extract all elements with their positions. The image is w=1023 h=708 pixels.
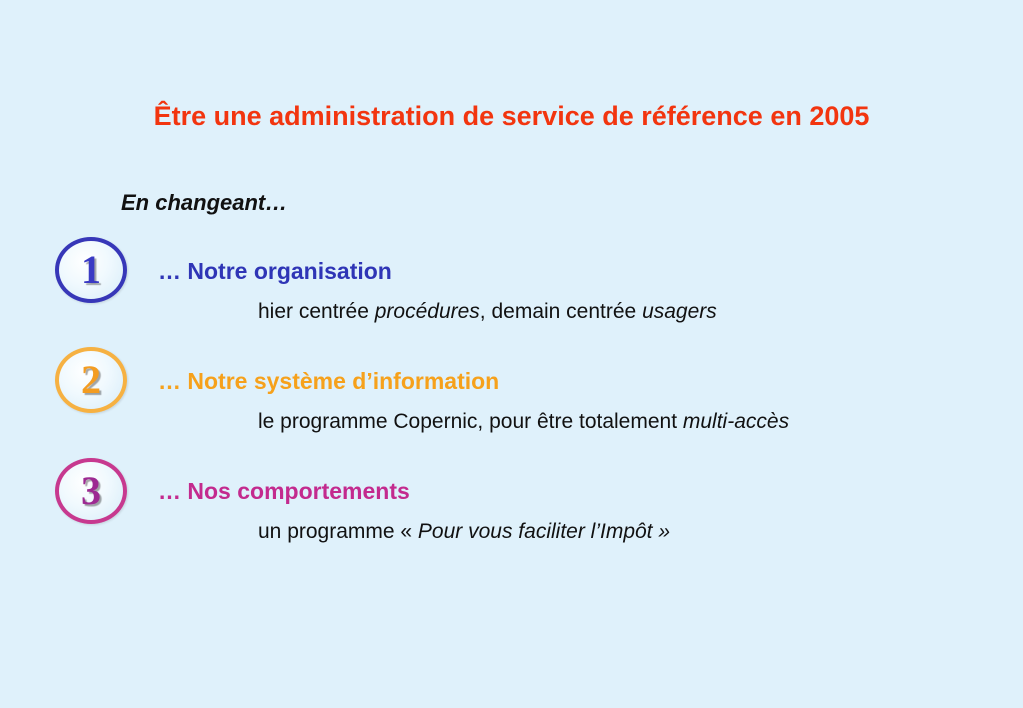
desc-text: , demain centrée	[479, 300, 643, 323]
number-badge-3-label: 3	[81, 468, 101, 513]
intro-text: En changeant…	[121, 190, 288, 215]
desc-text: le programme Copernic, pour être totalement	[258, 410, 683, 433]
item-heading-behaviours: … Nos comportements	[158, 478, 410, 504]
desc-emphasis: procédures	[374, 300, 480, 323]
number-badge-3	[55, 458, 127, 524]
desc-text: un programme «	[258, 520, 418, 543]
desc-emphasis: Pour vous faciliter l’Impôt »	[417, 520, 671, 543]
item-description-organisation	[258, 298, 717, 326]
number-badge-1-label: 1	[81, 247, 101, 292]
number-badge-2	[55, 347, 127, 413]
desc-emphasis: usagers	[642, 300, 717, 323]
item-heading-information-system: … Notre système d’information	[158, 368, 500, 394]
item-description-behaviours	[258, 518, 670, 546]
item-description-information-system	[258, 408, 789, 436]
desc-emphasis: multi-accès	[682, 410, 790, 433]
number-badge-2-label: 2	[81, 357, 101, 402]
number-badge-1	[55, 237, 127, 303]
slide-title: Être une administration de service de référence en 2005	[153, 101, 870, 131]
item-heading-organisation: … Notre organisation	[158, 258, 392, 284]
desc-text: hier centrée	[258, 300, 375, 323]
